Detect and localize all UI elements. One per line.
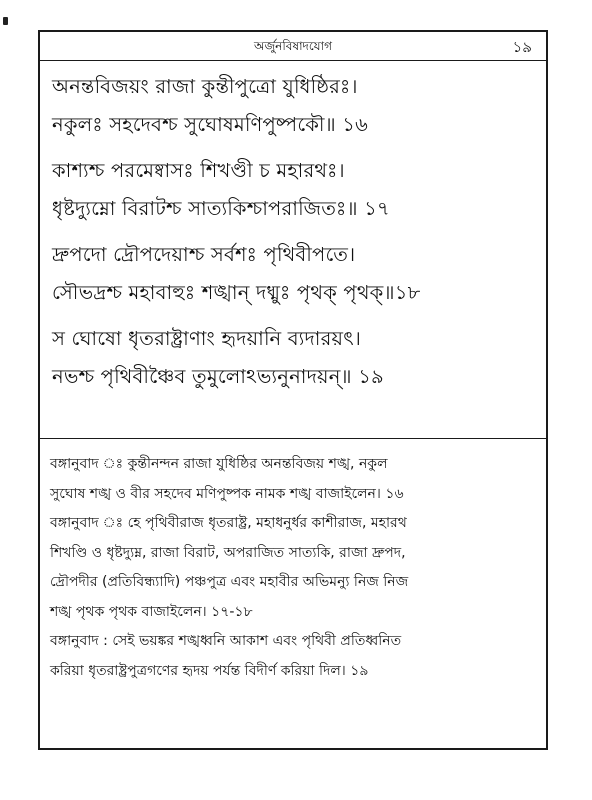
verse-line: দ্রুপদো দ্রৌপদেয়াশ্চ সর্বশঃ পৃথিবীপতে। xyxy=(52,243,356,266)
translation-line: বঙ্গানুবাদ ঃ কুন্তীনন্দন রাজা যুধিষ্ঠির অনন্তবিজয় শঙ্খ, নকুল xyxy=(50,456,388,472)
translation-line: বঙ্গানুবাদ : সেই ভয়ঙ্কর শঙ্খধ্বনি আকাশ এবং পৃথিবী প্রতিধ্বনিত xyxy=(50,633,402,649)
verse-19 xyxy=(52,320,538,396)
verse-line: কাশ্যশ্চ পরমেষ্বাসঃ শিখণ্ডী চ মহারথঃ। xyxy=(52,159,345,182)
chapter-title: অর্জুনবিষাদযোগ xyxy=(254,39,332,53)
translation-line: করিয়া ধৃতরাষ্ট্রপুত্রগণের হৃদয় পর্যন্ত বিদীর্ণ করিয়া দিল। ১৯ xyxy=(50,662,369,679)
section-divider xyxy=(40,438,546,439)
verse-line: ধৃষ্টদ্যুম্নো বিরাটশ্চ সাত্যকিশ্চাপরাজিতঃ॥ ১৭ xyxy=(52,197,390,220)
translation-line: সুঘোষ শঙ্খ ও বীর সহদেব মণিপুষ্পক নামক শঙ্খ বাজাইলেন। ১৬ xyxy=(50,485,404,502)
translation-line: শিখণ্ডি ও ধৃষ্টদ্যুম্ন, রাজা বিরাট, অপরাজিত সাত্যকি, রাজা দ্রুপদ, xyxy=(50,544,406,561)
verse-line: স ঘোষো ধৃতরাষ্ট্রাণাং হৃদয়ানি ব্যদারয়ৎ। xyxy=(52,327,361,350)
bengali-translation xyxy=(50,450,538,686)
verse-line: সৌভদ্রশ্চ মহাবাহুঃ শঙ্খান্ দধ্মুঃ পৃথক্ পৃথক্॥১৮ xyxy=(52,281,421,304)
page-number: ১৯ xyxy=(512,38,532,56)
verse-16 xyxy=(52,68,538,144)
verse-17 xyxy=(52,152,538,228)
verse-18 xyxy=(52,236,538,312)
verse-line: নকুলঃ সহদেবশ্চ সুঘোষমণিপুষ্পকৌ॥ ১৬ xyxy=(52,113,368,136)
translation-line: দ্রৌপদীর (প্রতিবিন্ধ্যাদি) পঞ্চপুত্র এবং মহাবীর অভিমন্যু নিজ নিজ xyxy=(50,574,409,590)
page-frame xyxy=(38,30,548,750)
page-header xyxy=(40,32,546,61)
translation-line: শঙ্খ পৃথক পৃথক বাজাইলেন। ১৭-১৮ xyxy=(50,603,253,620)
page-edge-mark xyxy=(3,17,8,25)
verse-line: অনন্তবিজয়ং রাজা কুন্তীপুত্রো যুধিষ্ঠিরঃ। xyxy=(52,75,358,98)
sanskrit-verses xyxy=(52,68,538,396)
translation-line: বঙ্গানুবাদ ঃ হে পৃথিবীরাজ ধৃতরাষ্ট্র, মহাধনুর্ধর কাশীরাজ, মহারথ xyxy=(50,515,407,531)
verse-line: নভশ্চ পৃথিবীঞ্চৈব তুমুলোঽভ্যনুনাদয়ন্॥ ১৯ xyxy=(52,365,384,388)
